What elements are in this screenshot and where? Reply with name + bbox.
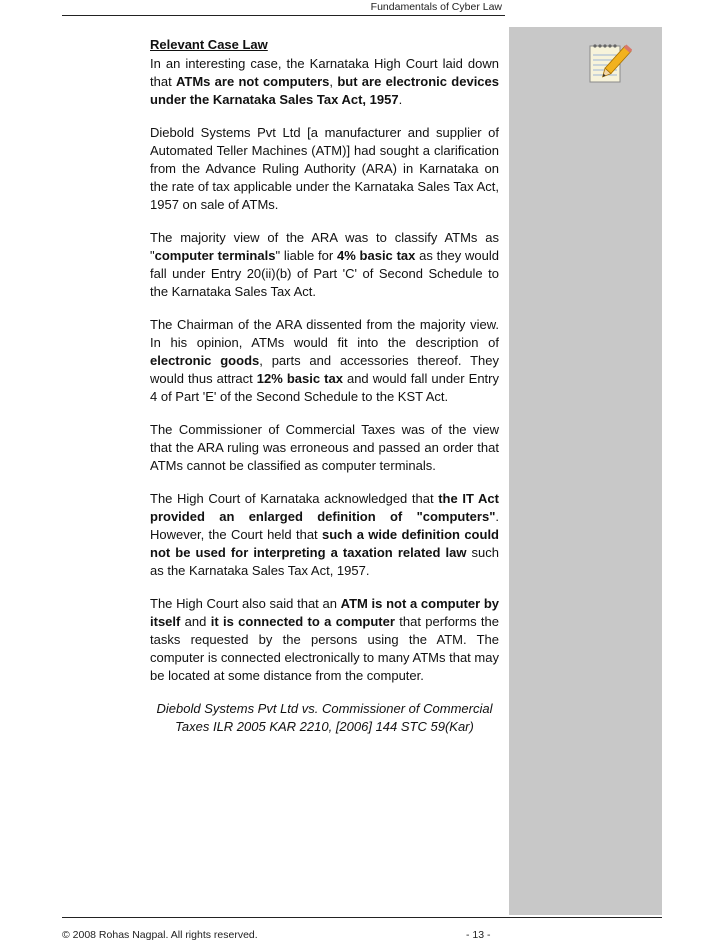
paragraph-3: The majority view of the ARA was to classify ATMs as "computer terminals" liable for 4% basic tax as they would fall under Entry 20(ii)(b) of Part 'C' of Second Schedule to the Karnataka Sales Tax Act.: [150, 230, 500, 299]
running-header: Fundamentals of Cyber Law: [370, 1, 502, 13]
notepad-pencil-icon: [586, 40, 632, 86]
paragraph-6: The High Court of Karnataka acknowledged that the IT Act provided an enlarged definition of "computers". However, the Court held that such a wide definition could not be used for interpreting a taxation related law such as the Karnataka Sales Tax Act, 1957.: [150, 491, 499, 578]
footer-rule: [62, 917, 662, 918]
section-heading: Relevant Case Law: [150, 37, 268, 52]
side-panel: [509, 27, 662, 915]
paragraph-4: The Chairman of the ARA dissented from the majority view. In his opinion, ATMs would fit into the description of electronic goods, parts and accessories thereof. They would thus attract 12% basic tax and would fall under Entry 4 of Part 'E' of the Second Schedule to the KST Act.: [150, 317, 500, 404]
paragraph-7: The High Court also said that an ATM is not a computer by itself and it is connected to a computer that performs the tasks requested by the persons using the ATM. The computer is connected electronically to many ATMs that may be located at some distance from the computer.: [150, 596, 499, 683]
paragraph-2: Diebold Systems Pvt Ltd [a manufacturer and supplier of Automated Teller Machines (ATM)] had sought a clarification from the Advance Ruling Authority (ARA) in Karnataka on the rate of tax applicable under the Karnataka Sales Tax Act, 1957 on sale of ATMs.: [150, 125, 499, 212]
paragraph-5: The Commissioner of Commercial Taxes was of the view that the ARA ruling was erroneous and passed an order that ATMs cannot be classified as computer terminals.: [150, 422, 499, 473]
page-number: - 13 -: [466, 929, 491, 941]
case-citation: Diebold Systems Pvt Ltd vs. Commissioner of Commercial Taxes ILR 2005 KAR 2210, [2006] 144 STC 59(Kar): [156, 701, 493, 734]
header-rule: [62, 15, 505, 16]
case-law-section: [150, 36, 499, 736]
paragraph-1: In an interesting case, the Karnataka High Court laid down that ATMs are not computers, but are electronic devices under the Karnataka Sales Tax Act, 1957.: [150, 56, 499, 107]
footer-copyright: © 2008 Rohas Nagpal. All rights reserved.: [62, 929, 258, 941]
